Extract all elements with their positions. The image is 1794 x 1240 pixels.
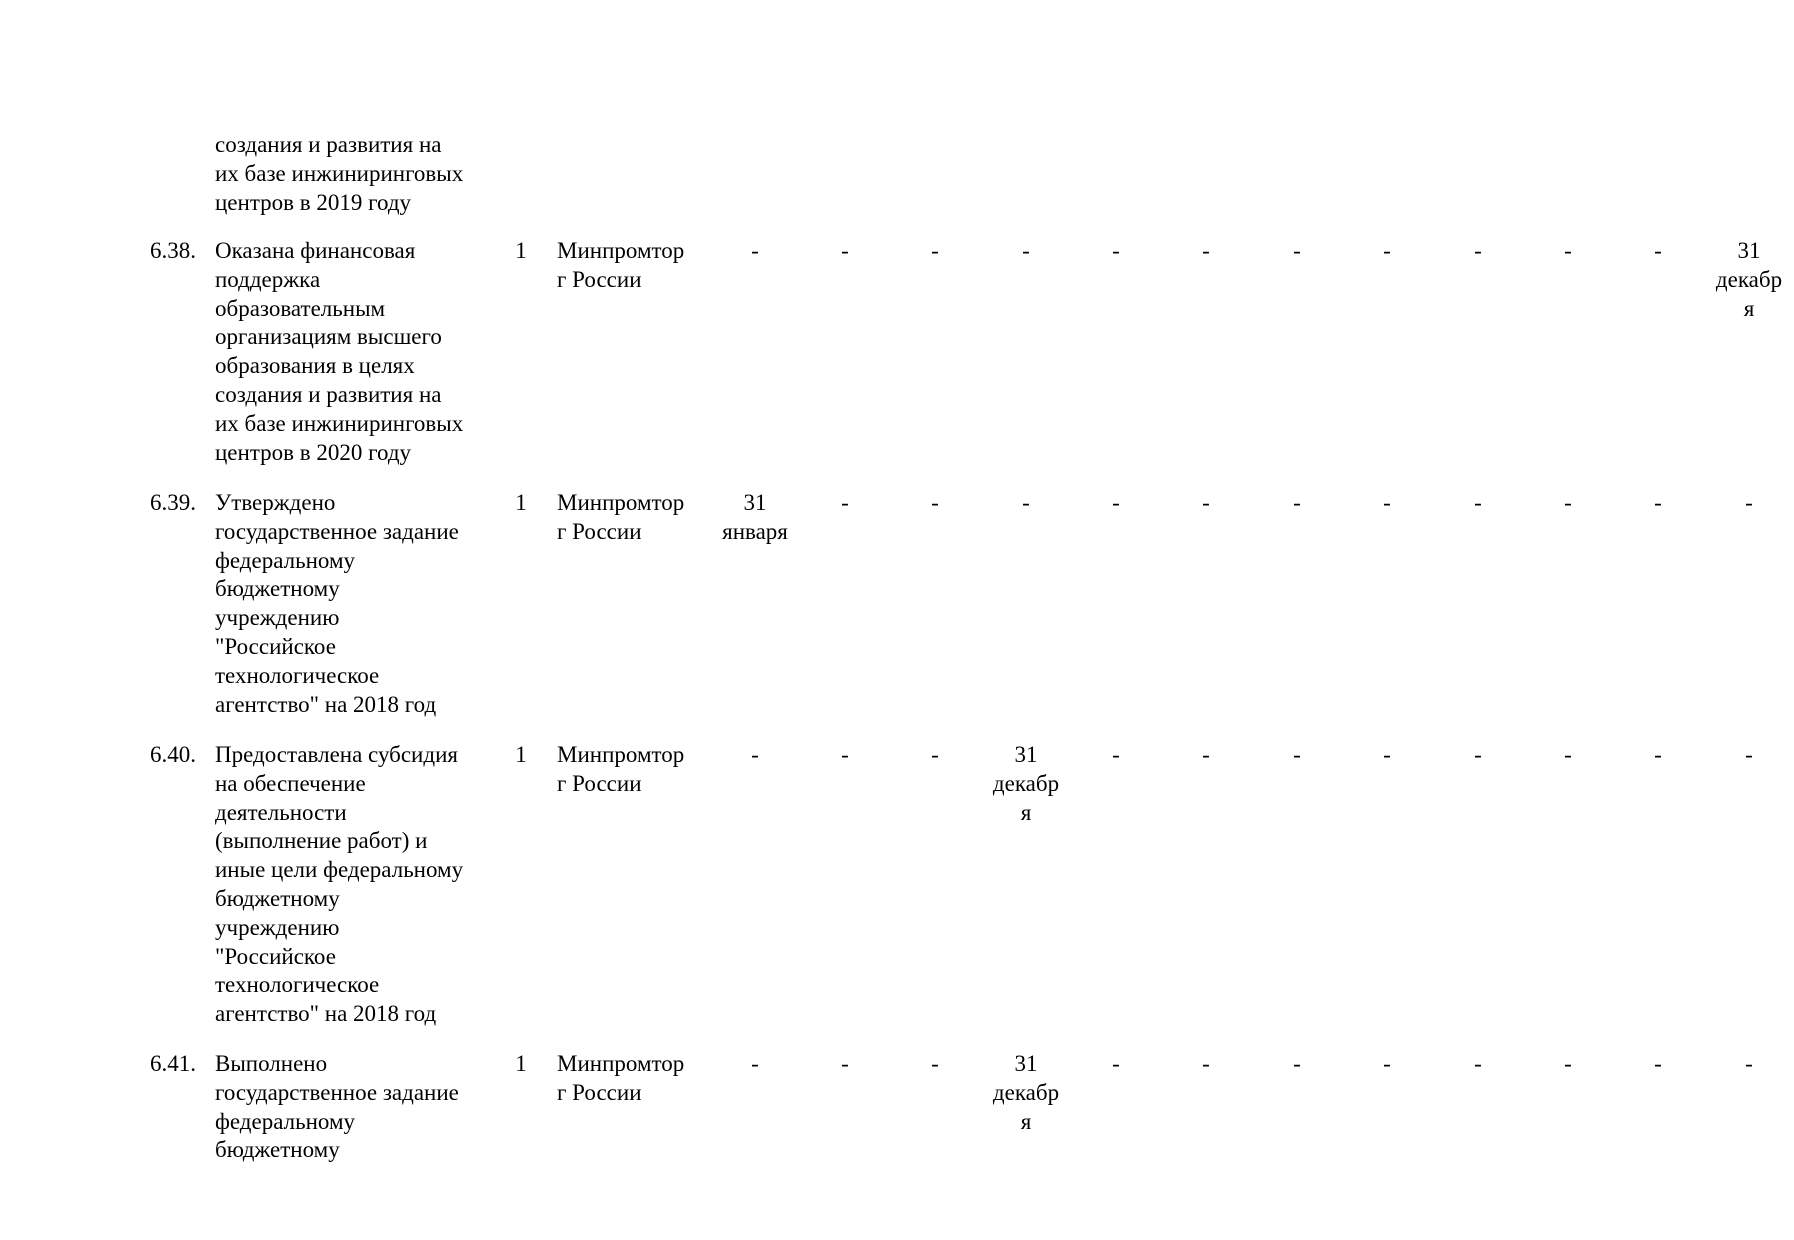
row-mark: - bbox=[841, 238, 849, 263]
row-executor: Минпромтор г России bbox=[557, 1051, 685, 1105]
row-description: Утверждено государственное задание федеральному бюджетному учреждению "Российское технологическое агентство" на 2018 год bbox=[215, 490, 459, 717]
row-mark: - bbox=[1654, 1051, 1662, 1076]
row-mark: - bbox=[1383, 742, 1391, 767]
row-mark: - bbox=[1293, 238, 1301, 263]
row-mark: - bbox=[1112, 742, 1120, 767]
row-mark: - bbox=[1383, 238, 1391, 263]
row-mark: 31 декабр я bbox=[992, 1051, 1060, 1134]
row-number: 6.40. bbox=[150, 742, 196, 767]
row-mark: - bbox=[1564, 238, 1572, 263]
row-description: Предоставлена субсидия на обеспечение деятельности (выполнение работ) и иные цели федеральному бюджетному учреждению "Российское технологическое агентство" на 2018 год bbox=[215, 742, 464, 1027]
row-mark: - bbox=[1112, 238, 1120, 263]
row-mark: - bbox=[1293, 490, 1301, 515]
row-mark: - bbox=[931, 1051, 939, 1076]
row-mark: - bbox=[1383, 1051, 1391, 1076]
row-executor: Минпромтор г России bbox=[557, 742, 685, 796]
row-mark: - bbox=[841, 490, 849, 515]
row-mark: - bbox=[1474, 1051, 1482, 1076]
row-mark: - bbox=[1202, 742, 1210, 767]
row-mark: - bbox=[931, 238, 939, 263]
row-mark: - bbox=[1022, 490, 1030, 515]
row-mark: 31 декабр я bbox=[1715, 238, 1783, 321]
row-executor: Минпромтор г России bbox=[557, 238, 685, 292]
row-number: 6.39. bbox=[150, 490, 196, 515]
row-mark: - bbox=[1112, 490, 1120, 515]
row-mark: - bbox=[1564, 742, 1572, 767]
row-mark: 31 января bbox=[722, 490, 788, 544]
row-mark: - bbox=[1654, 490, 1662, 515]
row-description: создания и развития на их базе инжиниринговых центров в 2019 году bbox=[215, 132, 464, 215]
row-mark: - bbox=[1474, 742, 1482, 767]
row-mark: - bbox=[1564, 1051, 1572, 1076]
row-mark: 31 декабр я bbox=[992, 742, 1060, 825]
row-quantity: 1 bbox=[515, 742, 527, 767]
row-mark: - bbox=[1293, 742, 1301, 767]
row-mark: - bbox=[1564, 490, 1572, 515]
row-description: Оказана финансовая поддержка образовательным организациям высшего образования в целях создания и развития на их базе инжиниринговых центров в 2020 году bbox=[215, 238, 464, 465]
row-number: 6.38. bbox=[150, 238, 196, 263]
row-mark: - bbox=[1654, 238, 1662, 263]
row-mark: - bbox=[1293, 1051, 1301, 1076]
row-mark: - bbox=[751, 1051, 759, 1076]
row-mark: - bbox=[1112, 1051, 1120, 1076]
row-mark: - bbox=[931, 742, 939, 767]
row-mark: - bbox=[1474, 490, 1482, 515]
row-mark: - bbox=[1745, 490, 1753, 515]
row-quantity: 1 bbox=[515, 238, 527, 263]
row-mark: - bbox=[931, 490, 939, 515]
row-mark: - bbox=[1202, 238, 1210, 263]
row-mark: - bbox=[1022, 238, 1030, 263]
row-mark: - bbox=[1654, 742, 1662, 767]
row-mark: - bbox=[751, 238, 759, 263]
row-mark: - bbox=[841, 1051, 849, 1076]
row-mark: - bbox=[1474, 238, 1482, 263]
row-mark: - bbox=[1202, 490, 1210, 515]
row-mark: - bbox=[1383, 490, 1391, 515]
row-mark: - bbox=[1745, 742, 1753, 767]
row-quantity: 1 bbox=[515, 490, 527, 515]
row-description: Выполнено государственное задание федеральному бюджетному bbox=[215, 1051, 459, 1163]
row-mark: - bbox=[751, 742, 759, 767]
row-mark: - bbox=[841, 742, 849, 767]
row-mark: - bbox=[1202, 1051, 1210, 1076]
row-mark: - bbox=[1745, 1051, 1753, 1076]
row-quantity: 1 bbox=[515, 1051, 527, 1076]
row-number: 6.41. bbox=[150, 1051, 196, 1076]
row-executor: Минпромтор г России bbox=[557, 490, 685, 544]
